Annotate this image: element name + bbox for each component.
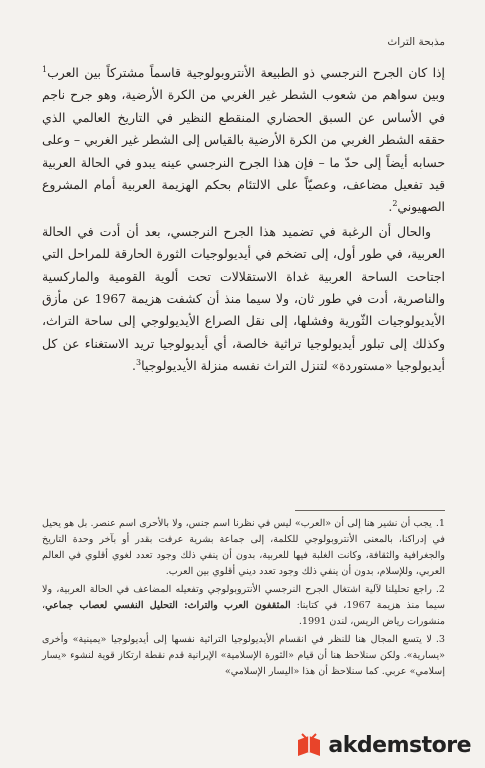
running-title: مذبحة التراث [387, 36, 445, 48]
brand-name: akdemstore [328, 732, 471, 758]
main-text [42, 62, 445, 380]
footnotes [42, 516, 445, 682]
book-icon [294, 730, 324, 760]
footnote-1 [42, 516, 445, 580]
paragraph-1: إذا كان الجرح النرجسي ذو الطبيعة الأنتروبولوجية قاسماً مشتركاً بين العرب$^1$ وبين سواهم من شعوب الشطر غير الغربي من الكرة الأرضية، وهو جرح ناجم في الأساس عن السبق الحضاري المنقطع النظير في التاريخ العالمي الذي حققه الشطر الغربي من الكرة الأرضية بالقياس إلى الشطر غير الغربي – وعلى حسابه أيضاً إلى حدّ ما – فإن هذا الجرح النرجسي عينه يبدو في الحالة العربية قيد تفعيل مضاعف، وعصيّاً على الالتئام بحكم الهزيمة العربية أمام المشروع الصهيوني$^2$. [42, 64, 445, 215]
footnote-number: 3. [435, 634, 445, 645]
footnote-text: راجع تحليلنا لآلية اشتغال الجرح النرجسي الأنتروبولوجي وتفعيله المضاعف في الحالة العربية، ولا سيما منذ هزيمة 1967، في كتابنا: [42, 584, 445, 611]
footnote-text: يجب أن نشير هنا إلى أن «العرب» ليس في نظرنا اسم جنس، ولا بالأحرى اسم عنصر. بل هو يحيل في إدراكنا، بالمعنى الأنتروبولوجي للكلمة، إلى جماعة بشرية عرفت بقدر أو بآخر وحدة التاريخ والجغرافية والثقافة، وكانت الغلبة فيها للعربية، بدون أن ينفي ذلك وجود تعدد لغوي أقلوي في العالم العربي، وللإسلام، بدون أن ينفي ذلك وجود تعدد ديني أقلوي بين العرب. [42, 518, 445, 577]
book-title: المثقفون العرب والتراث: التحليل النفسي لعصاب جماعي [45, 600, 291, 611]
footnote-3 [42, 632, 445, 680]
paragraph-2: والحال أن الرغبة في تضميد هذا الجرح النرجسي، بعد أن أدت في الحالة العربية، في طور أول، إلى تضخم في أيديولوجيات الثورة الحارقة للمراحل التي اجتاحت الساحة العربية غداة الاستقلالات تحت ألوية القومية والماركسية والناصرية، أدت في طور ثان، ولا سيما منذ أن كشفت هزيمة 1967 عن مأزق الأيديولوجيات الثّورية وفشلها، إلى نقل الصراع الأيديولوجي إلى ساحة التراث، وكذلك إلى تبلور أيديولوجيا تراثية خالصة، أي أيديولوجيا تريد الاستغناء عن كل أيديولوجيا «مستوردة» لتنزل التراث نفسه منزلة الأيديولوجيا$^3$. [42, 223, 445, 374]
footnote-number: 1. [435, 518, 445, 529]
store-watermark [294, 730, 471, 760]
footnote-divider [295, 510, 445, 511]
footnote-2 [42, 582, 445, 630]
footnote-text: لا يتسع المجال هنا للنظر في انقسام الأيديولوجيا التراثية نفسها إلى أيديولوجيا «يمينية» وأخرى «يسارية». ولكن سنلاحظ هنا أن قيام «الثورة الإسلامية» الإيرانية قدم نقطة ارتكاز قوية لنشوء «يسار إسلامي» عربي. كما سنلاحظ أن هذا «اليسار الإسلامي» [42, 634, 445, 677]
footnote-tail: ، منشورات رياض الريس، لندن 1991. [42, 600, 445, 627]
footnote-number: 2. [435, 584, 445, 595]
